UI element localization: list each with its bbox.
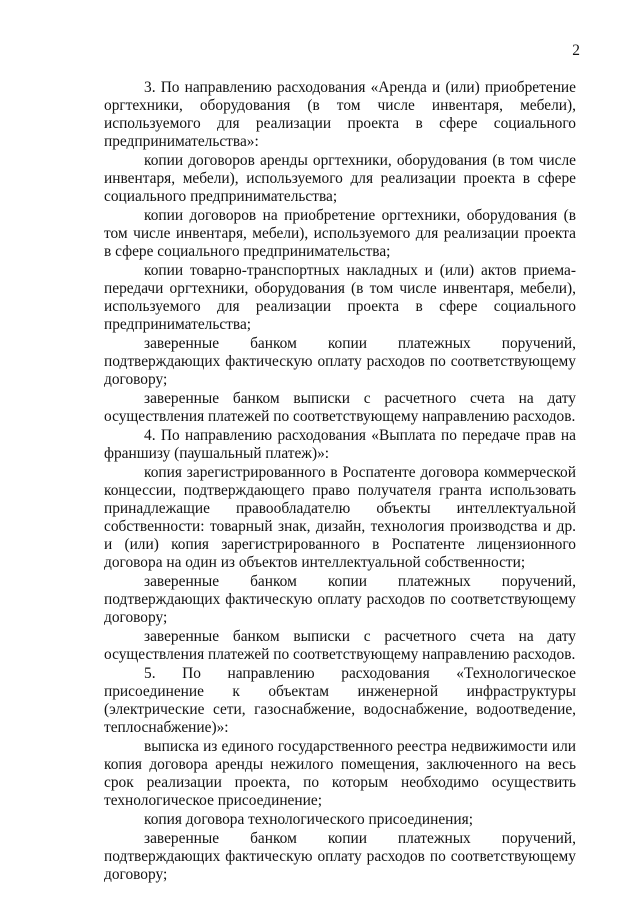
paragraph-section-4-heading: 4. По направлению расходования «Выплата по передаче прав на франшизу (паушальный платеж)»:: [104, 427, 576, 462]
paragraph-concession-contract: копия зарегистрированного в Роспатенте договора коммерческой концессии, подтверждающего право получателя гранта использовать принадлежащие правообладателю объекты интеллектуальной собственности: товарный знак, дизайн, технология производства и др. и (или) копия зарегистрированного в Роспатенте лицензионного договора на один из объектов интеллектуальной собственности;: [104, 464, 576, 571]
paragraph-bank-statements: заверенные банком выписки с расчетного счета на дату осуществления платежей по соответствующему направлению расходов.: [104, 628, 576, 663]
paragraph-purchase-contracts: копии договоров на приобретение оргтехники, оборудования (в том числе инвентаря, мебели), используемого для реализации проекта в сфере социального предпринимательства;: [104, 207, 576, 260]
paragraph-waybills: копии товарно-транспортных накладных и (или) актов приема-передачи оргтехники, оборудования (в том числе инвентаря, мебели), используемого для реализации проекта в сфере социального предпринимательства;: [104, 262, 576, 333]
paragraph-lease-contracts: копии договоров аренды оргтехники, оборудования (в том числе инвентаря, мебели), используемого для реализации проекта в сфере социального предпринимательства;: [104, 152, 576, 205]
paragraph-registry-extract: выписка из единого государственного реестра недвижимости или копия договора аренды нежилого помещения, заключенного на весь срок реализации проекта, по которым необходимо осуществить технологическое присоединение;: [104, 738, 576, 809]
paragraph-connection-contract: копия договора технологического присоединения;: [144, 811, 473, 828]
page-number: 2: [572, 42, 580, 59]
paragraph-payment-orders: заверенные банком копии платежных поручений, подтверждающих фактическую оплату расходов по соответствующему договору;: [104, 335, 576, 388]
paragraph-section-5-heading: 5. По направлению расходования «Технологическое присоединение к объектам инженерной инфраструктуры (электрические сети, газоснабжение, водоснабжение, водоотведение, теплоснабжение)»:: [104, 665, 576, 736]
paragraph-section-3-heading: 3. По направлению расходования «Аренда и (или) приобретение оргтехники, оборудования (в том числе инвентаря, мебели), используемого для реализации проекта в сфере социального предпринимательства»:: [104, 79, 576, 150]
document-body: [104, 79, 576, 885]
paragraph-payment-orders: заверенные банком копии платежных поручений, подтверждающих фактическую оплату расходов по соответствующему договору;: [104, 573, 576, 626]
paragraph-bank-statements: заверенные банком выписки с расчетного счета на дату осуществления платежей по соответствующему направлению расходов.: [104, 390, 576, 425]
paragraph-payment-orders: заверенные банком копии платежных поручений, подтверждающих фактическую оплату расходов по соответствующему договору;: [104, 830, 576, 883]
